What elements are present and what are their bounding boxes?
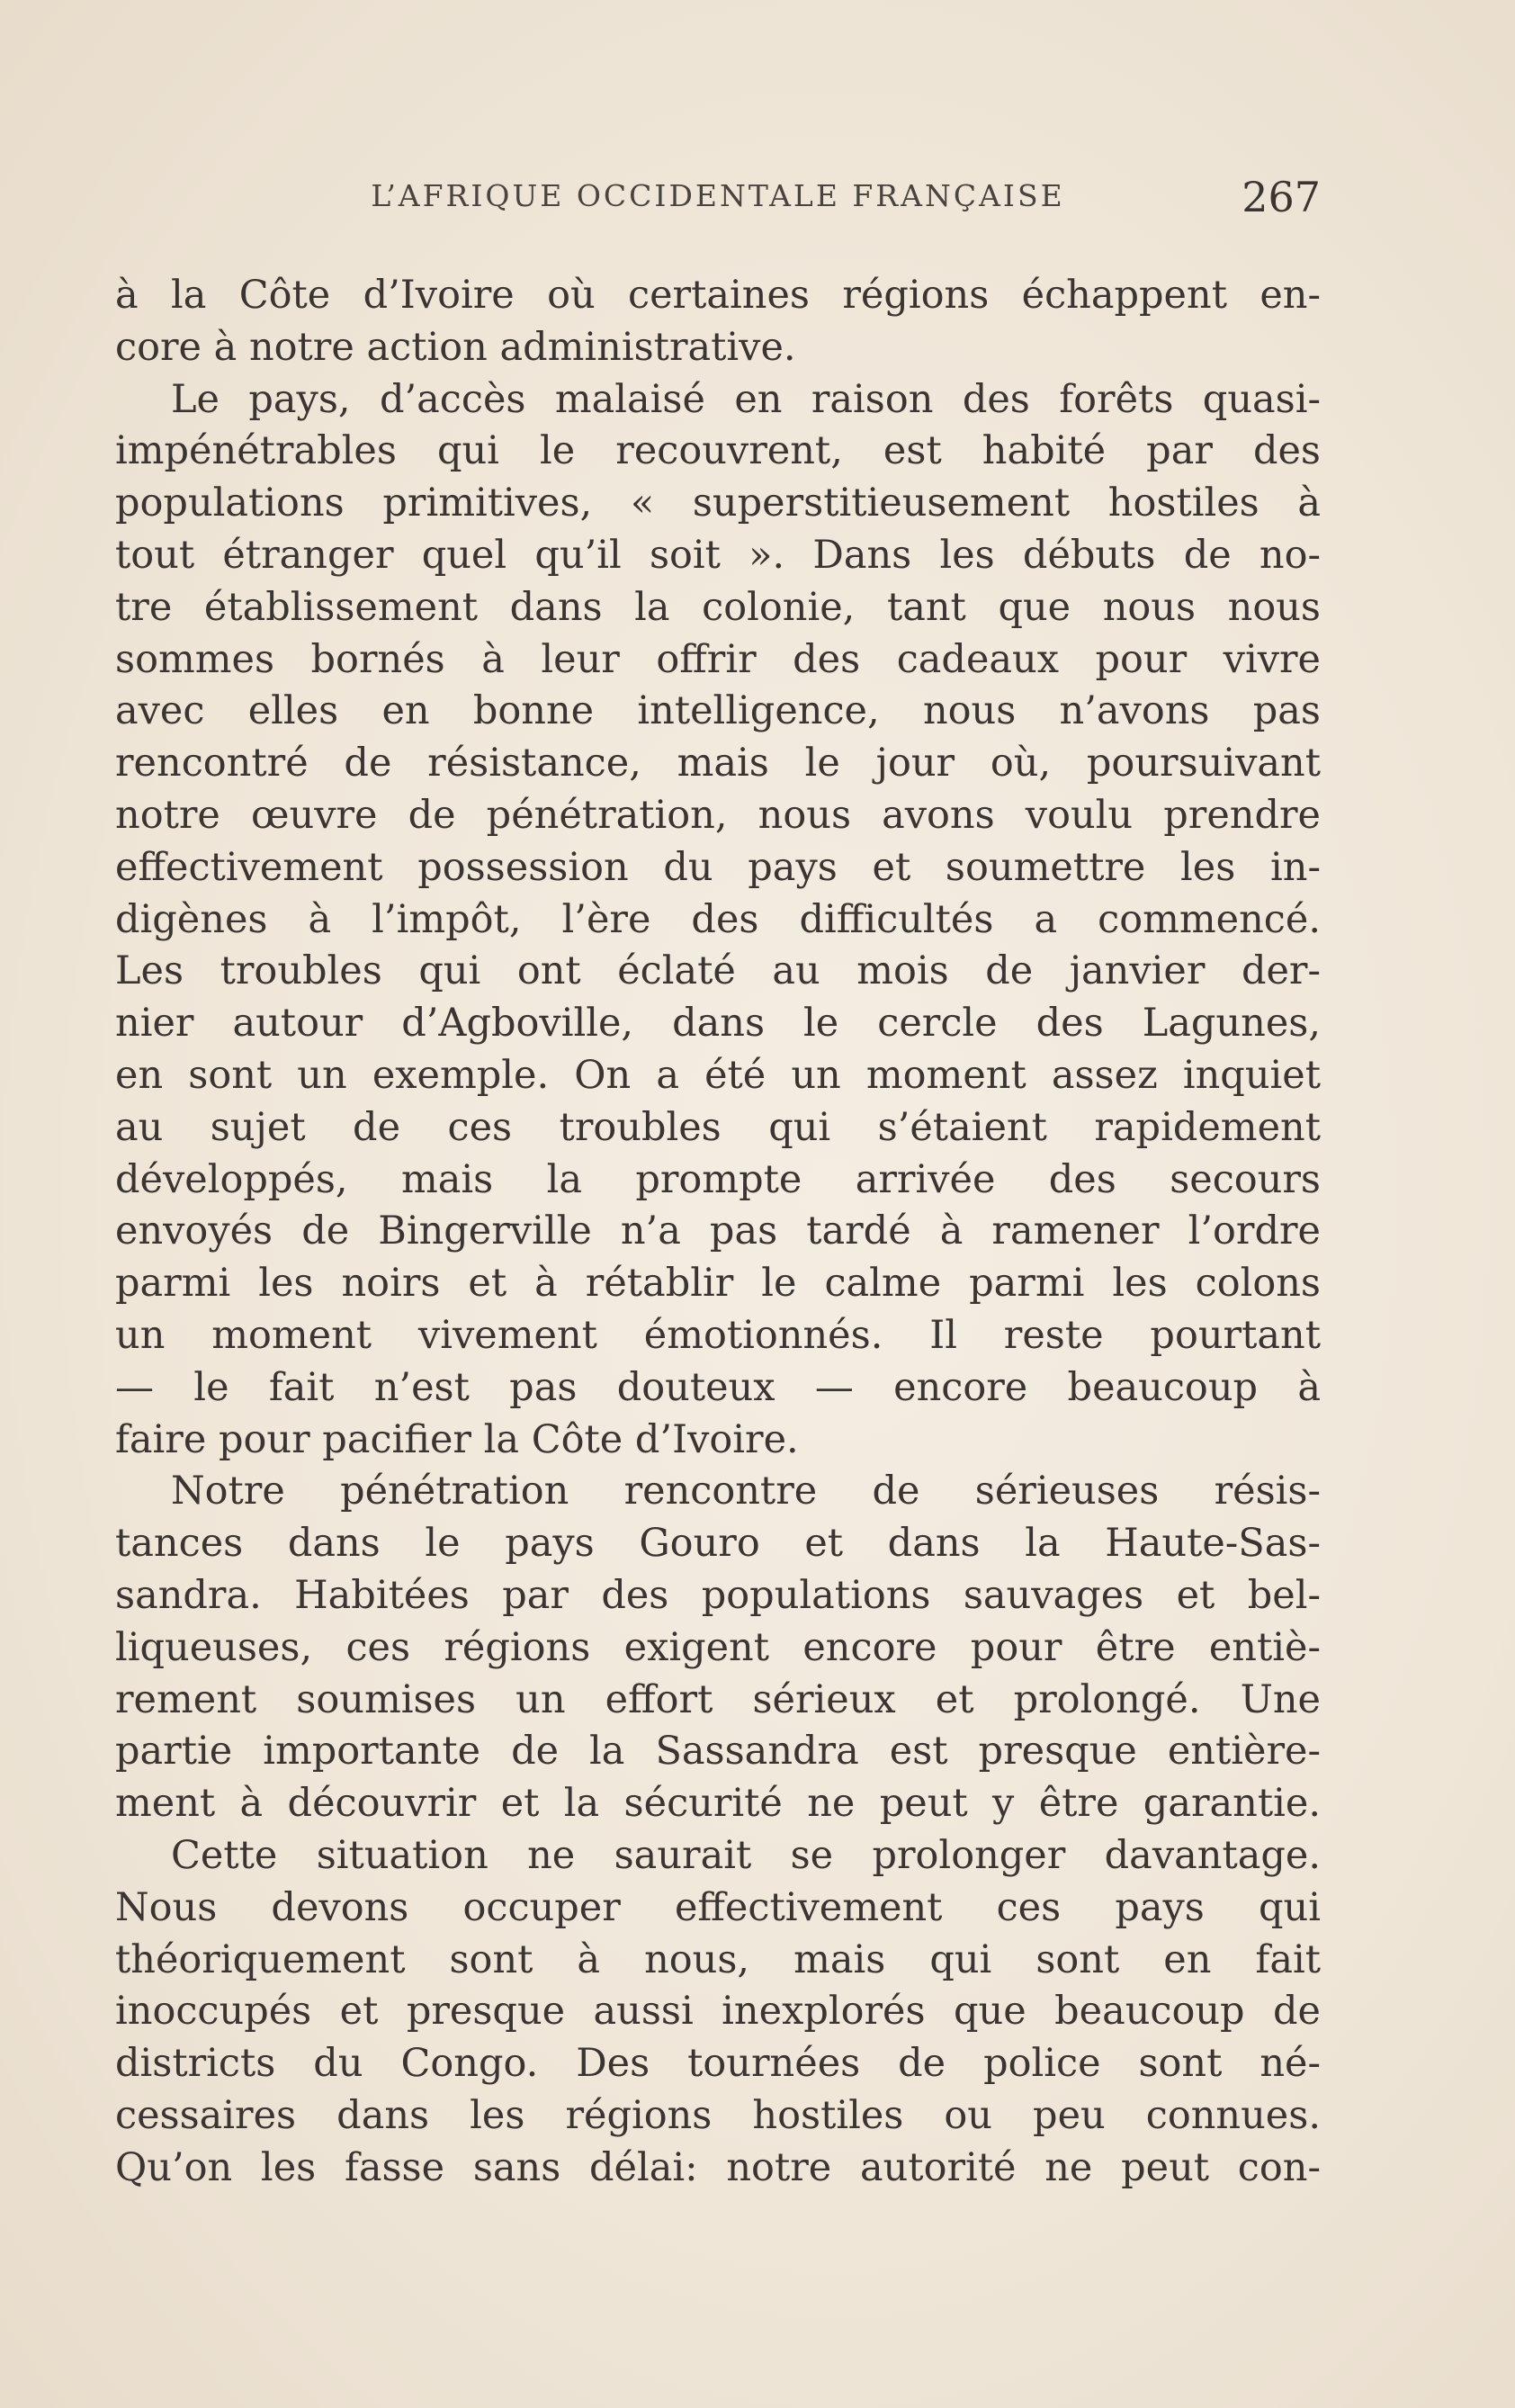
text-line: effectivement possession du pays et soumettre les in- [115, 844, 1321, 890]
text-line: districts du Congo. Des tournées de police sont né- [115, 2041, 1321, 2087]
text-line: liqueuses, ces régions exigent encore pour être entiè- [115, 1624, 1321, 1670]
text-line: notre œuvre de pénétration, nous avons voulu prendre [115, 792, 1321, 838]
text-line: en sont un exemple. On a été un moment assez inquiet [115, 1052, 1321, 1098]
text-line: Nous devons occuper effectivement ces pays qui [115, 1884, 1321, 1930]
text-line: théoriquement sont à nous, mais qui sont en fait [115, 1936, 1321, 1982]
page-header [115, 173, 1321, 232]
text-line: tances dans le pays Gouro et dans la Haute-Sas- [115, 1521, 1321, 1567]
page-number: 267 [1242, 173, 1321, 221]
text-line: Qu’on les fasse sans délai: notre autorité ne peut con- [115, 2144, 1321, 2190]
text-line: populations primitives, « superstitieusement hostiles à [115, 481, 1321, 526]
text-line: tre établissement dans la colonie, tant que nous nous [115, 584, 1321, 630]
text-line: cessaires dans les régions hostiles ou peu connues. [115, 2092, 1321, 2138]
text-line: nier autour d’Agboville, dans le cercle des Lagunes, [115, 1001, 1321, 1047]
text-line: ment à découvrir et la sécurité ne peut y être garantie. [115, 1781, 1321, 1827]
text-line: rencontré de résistance, mais le jour où, poursuivant [115, 741, 1321, 786]
running-title: L’AFRIQUE OCCIDENTALE FRANÇAISE [371, 178, 1065, 213]
text-line: — le fait n’est pas douteux — encore beaucoup à [115, 1364, 1321, 1410]
text-line: faire pour pacifier la Côte d’Ivoire. [115, 1416, 799, 1462]
text-line: Cette situation ne saurait se prolonger davantage. [171, 1832, 1321, 1878]
text-line: parmi les noirs et à rétablir le calme parmi les colons [115, 1261, 1321, 1307]
text-line: développés, mais la prompte arrivée des secours [115, 1156, 1321, 1202]
text-line: rement soumises un effort sérieux et prolongé. Une [115, 1676, 1321, 1722]
text-line: sandra. Habitées par des populations sauvages et bel- [115, 1572, 1321, 1618]
text-line: un moment vivement émotionnés. Il reste pourtant [115, 1312, 1321, 1358]
text-line: sommes bornés à leur offrir des cadeaux pour vivre [115, 636, 1321, 682]
text-line: tout étranger quel qu’il soit ». Dans les débuts de no- [115, 532, 1321, 578]
text-line: impénétrables qui le recouvrent, est habité par des [115, 428, 1321, 474]
text-line: inoccupés et presque aussi inexplorés que beaucoup de [115, 1989, 1321, 2035]
text-line: Notre pénétration rencontre de sérieuses résis- [171, 1469, 1321, 1514]
text-line: avec elles en bonne intelligence, nous n’avons pas [115, 688, 1321, 734]
text-line: Le pays, d’accès malaisé en raison des forêts quasi- [171, 376, 1321, 422]
text-line: partie importante de la Sassandra est presque entière- [115, 1729, 1321, 1775]
text-line: à la Côte d’Ivoire où certaines régions échappent en- [115, 273, 1321, 318]
text-line: digènes à l’impôt, l’ère des difficultés a commencé. [115, 896, 1321, 942]
body-text [115, 270, 1321, 2194]
text-line: core à notre action administrative. [115, 324, 796, 370]
text-line: Les troubles qui ont éclaté au mois de janvier der- [115, 948, 1321, 994]
text-line: au sujet de ces troubles qui s’étaient rapidement [115, 1104, 1321, 1150]
text-line: envoyés de Bingerville n’a pas tardé à ramener l’ordre [115, 1208, 1321, 1254]
